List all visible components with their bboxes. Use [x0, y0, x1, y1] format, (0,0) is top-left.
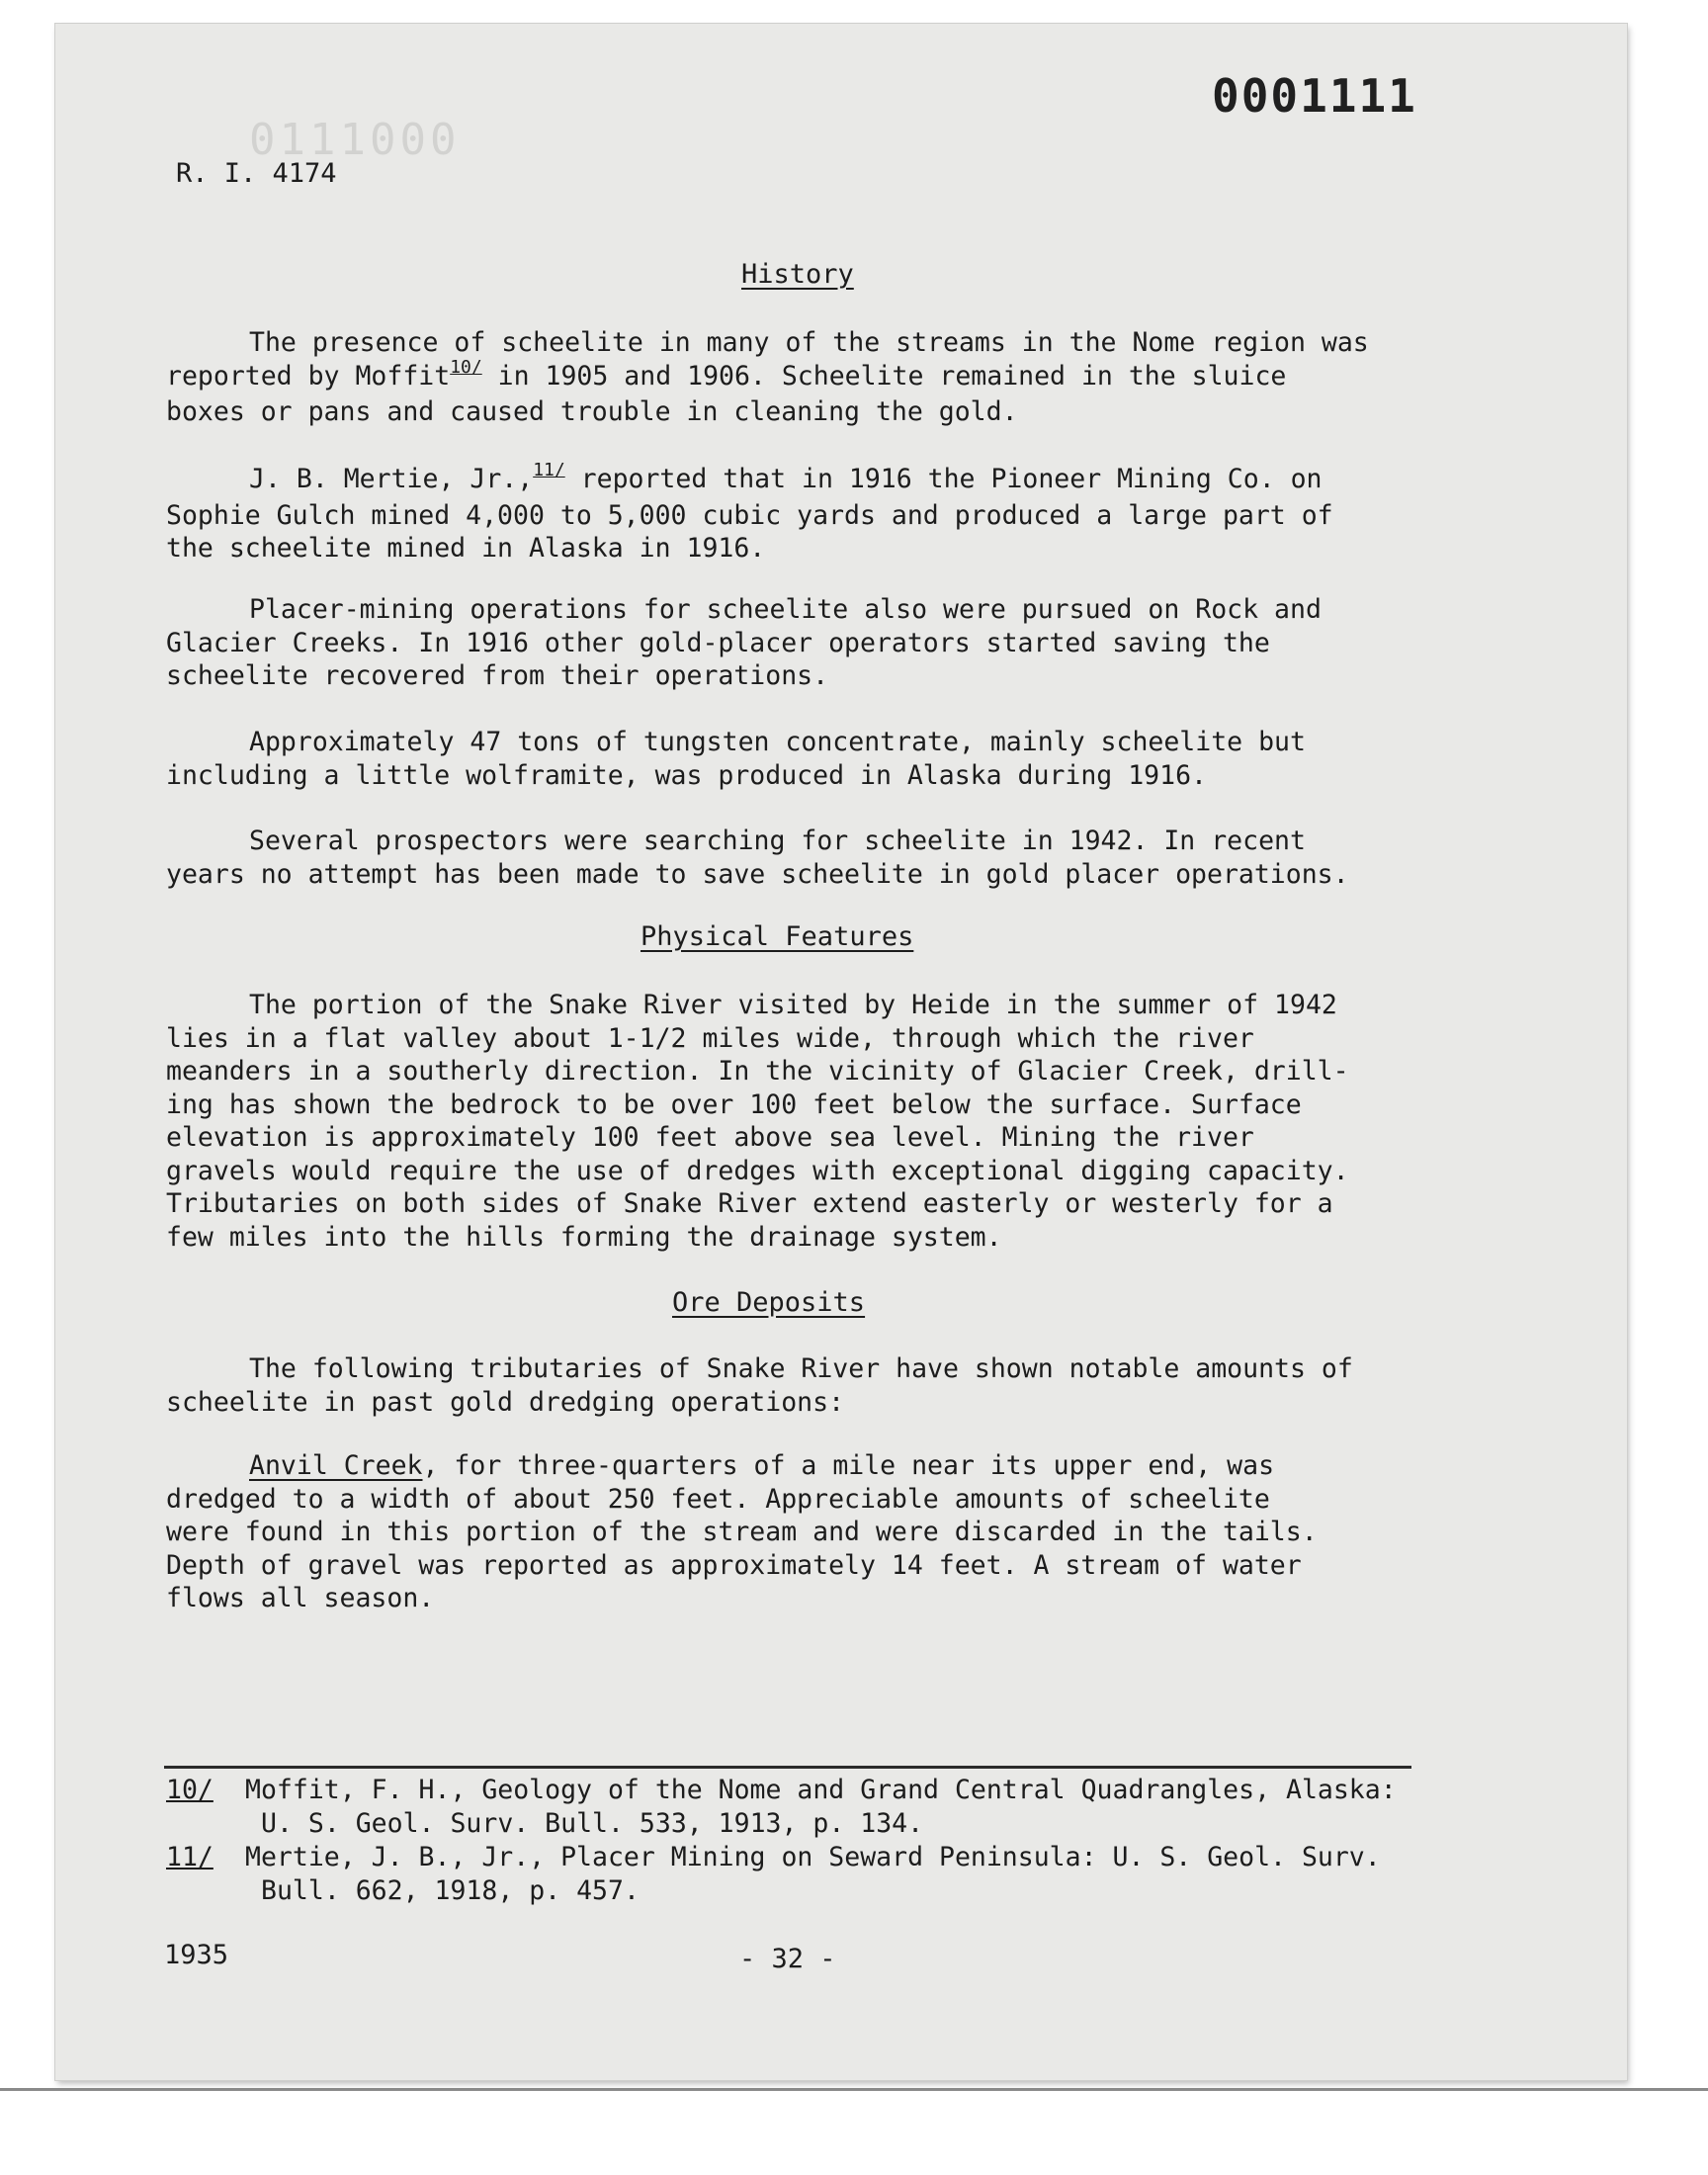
text-line: J. B. Mertie, Jr.,$^{11/}$ reported that in 1916 the Pioneer Mining Co. on — [249, 460, 1323, 494]
text-line: lies in a flat valley about 1-1/2 miles wide, through which the river — [166, 1022, 1254, 1054]
ore-intro-paragraph — [166, 1352, 1451, 1419]
text-line: meanders in a southerly direction. In the vicinity of Glacier Creek, drill- — [166, 1056, 1349, 1087]
text-line: gravels would require the use of dredges with exceptional digging capacity. — [166, 1155, 1349, 1186]
page-number: - 32 - — [739, 1944, 836, 1974]
history-paragraph-4 — [166, 726, 1451, 792]
stamp-number: 0001111 — [1212, 69, 1417, 123]
text-line: scheelite recovered from their operations. — [166, 660, 829, 691]
text-line: dredged to a width of about 250 feet. Appreciable amounts of scheelite — [166, 1483, 1270, 1515]
text-line: The presence of scheelite in many of the streams in the Nome region was — [249, 327, 1369, 358]
text-line: The portion of the Snake River visited by Heide in the summer of 1942 — [249, 990, 1337, 1020]
text-line: the scheelite mined in Alaska in 1916. — [166, 533, 766, 564]
text-line: The following tributaries of Snake River have shown notable amounts of — [249, 1353, 1353, 1384]
text-line: Glacier Creeks. In 1916 other gold-placer operators started saving the — [166, 627, 1270, 658]
history-paragraph-3 — [166, 593, 1451, 693]
text-line: including a little wolframite, was produced in Alaska during 1916. — [166, 759, 1207, 791]
history-paragraph-5 — [166, 825, 1451, 891]
text-line: Placer-mining operations for scheelite also were pursued on Rock and — [249, 594, 1322, 625]
report-id: R. I. 4174 — [176, 158, 337, 189]
text-line: years no attempt has been made to save scheelite in gold placer operations. — [166, 858, 1349, 890]
text-line: Anvil Creek, for three-quarters of a mile near its upper end, was — [249, 1450, 1275, 1481]
anvil-creek-label: Anvil Creek — [249, 1450, 423, 1481]
footnote-line: 10/ Moffit, F. H., Geology of the Nome and Grand Central Quadrangles, Alaska: — [166, 1775, 1397, 1805]
text-line: Tributaries on both sides of Snake River extend easterly or westerly for a — [166, 1188, 1333, 1219]
anvil-creek-paragraph — [166, 1449, 1451, 1615]
text-line: were found in this portion of the stream and were discarded in the tails. — [166, 1517, 1318, 1547]
text-line: few miles into the hills forming the drainage system. — [166, 1221, 1002, 1253]
text-line: boxes or pans and caused trouble in cleaning the gold. — [166, 396, 1018, 427]
text-line: scheelite in past gold dredging operations: — [166, 1386, 845, 1418]
ghost-stamp-number: 0111000 — [249, 115, 461, 165]
footnote-label-11: 11/ — [166, 1842, 214, 1872]
footnote-line: 11/ Mertie, J. B., Jr., Placer Mining on Seward Peninsula: U. S. Geol. Surv. — [166, 1842, 1381, 1872]
footnote-11 — [166, 1841, 1381, 1907]
footer-year: 1935 — [164, 1940, 229, 1970]
text-line: ing has shown the bedrock to be over 100 feet below the surface. Surface — [166, 1088, 1302, 1120]
footnote-ref-10: 10/ — [450, 356, 482, 378]
history-heading: History — [741, 259, 854, 290]
physical-features-heading: Physical Features — [640, 921, 914, 952]
physical-paragraph — [166, 989, 1451, 1254]
text-line: Several prospectors were searching for scheelite in 1942. In recent — [249, 826, 1306, 856]
text-line: elevation is approximately 100 feet above sea level. Mining the river — [166, 1122, 1254, 1153]
footnote-divider — [164, 1766, 1411, 1769]
text-line: Depth of gravel was reported as approximately 14 feet. A stream of water — [166, 1549, 1302, 1581]
text-line: Sophie Gulch mined 4,000 to 5,000 cubic yards and produced a large part of — [166, 499, 1333, 531]
footnote-line: U. S. Geol. Surv. Bull. 533, 1913, p. 134. — [261, 1807, 924, 1839]
history-paragraph-1 — [166, 326, 1451, 429]
text-line: flows all season. — [166, 1583, 435, 1613]
history-paragraph-2 — [166, 460, 1451, 566]
footnote-ref-11: 11/ — [533, 460, 565, 480]
ore-deposits-heading: Ore Deposits — [672, 1287, 866, 1318]
footnote-label-10: 10/ — [166, 1775, 214, 1805]
text-line: reported by Moffit$^{10/}$ in 1905 and 1906. Scheelite remained in the sluice — [166, 356, 1287, 392]
footnote-10 — [166, 1774, 1397, 1840]
scanner-edge-rule — [0, 2088, 1708, 2091]
footnote-line: Bull. 662, 1918, p. 457. — [261, 1874, 640, 1906]
text-line: Approximately 47 tons of tungsten concentrate, mainly scheelite but — [249, 727, 1306, 757]
